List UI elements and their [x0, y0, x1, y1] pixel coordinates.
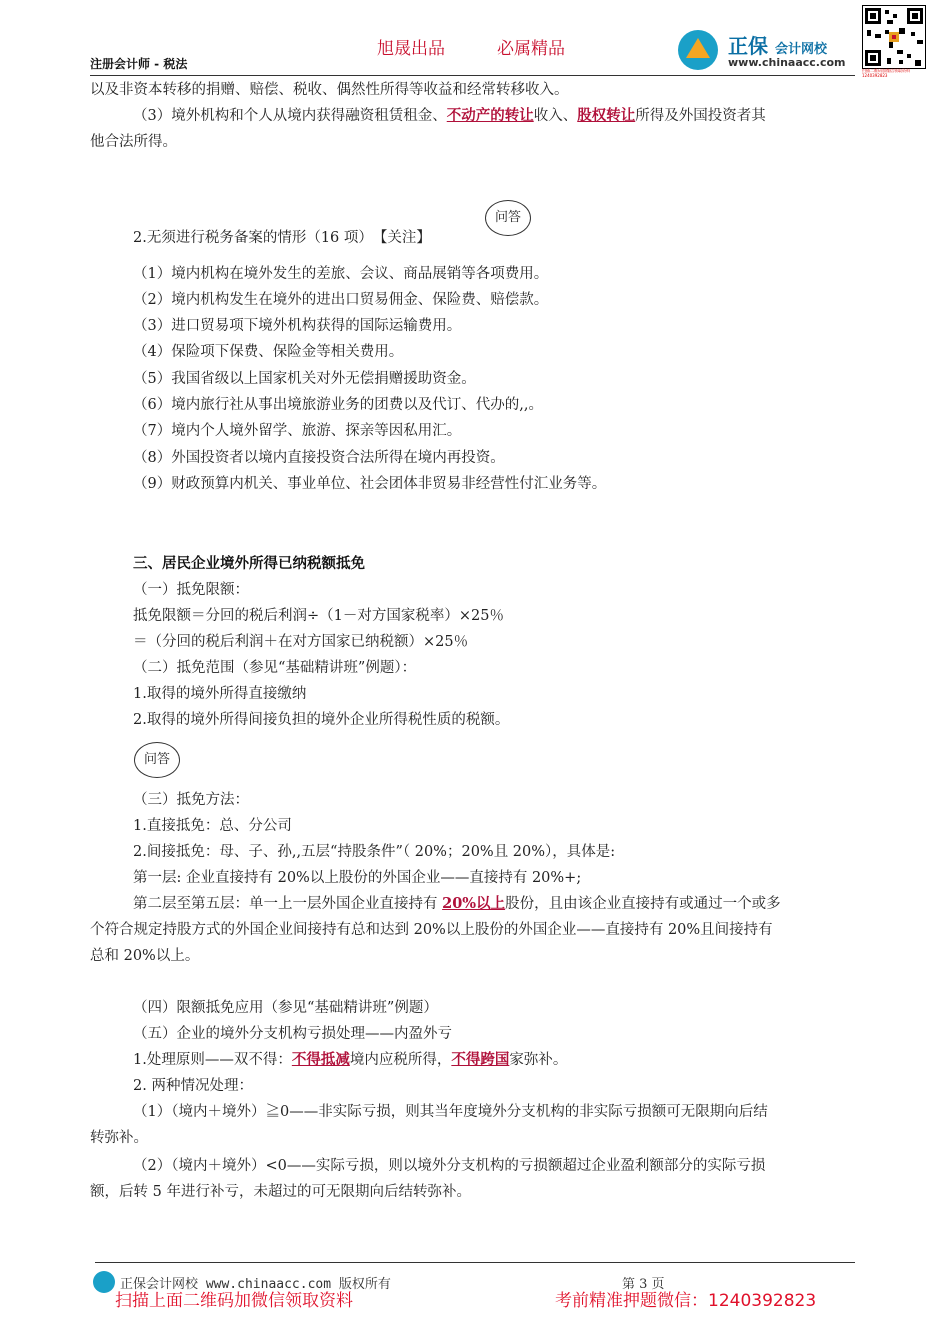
list-item: （7）境内个人境外留学、旅游、探亲等因私用汇。	[133, 423, 462, 439]
principle-line: 1.处理原则——双不得：不得抵减境内应税所得，不得跨国家弥补。	[133, 1051, 568, 1068]
logo-url: www.chinaacc.com	[728, 56, 846, 69]
case-2-line-2: 额，后转 5 年进行补亏，未超过的可无限期向后结转弥补。	[90, 1184, 471, 1200]
footer-copyright: 正保会计网校 www.chinaacc.com 版权所有	[120, 1277, 391, 1292]
header-divider	[90, 75, 855, 76]
page-number: 第 3 页	[622, 1277, 665, 1292]
credit-limit-formula-1: 抵免限额＝分回的税后利润÷（1－对方国家税率）×25％	[133, 608, 504, 624]
promo-left: 扫描上面二维码加微信领取资料	[115, 1291, 353, 1311]
paragraph-2-line-1: （3）境外机构和个人从境内获得融资租赁租金、不动产的转让收入、股权转让所得及外国投资者其	[133, 107, 766, 124]
list-item: （8）外国投资者以境内直接投资合法所得在境内再投资。	[133, 450, 505, 466]
credit-scope-item-2: 2.取得的境外所得间接负担的境外企业所得税性质的税额。	[133, 712, 510, 728]
list-item: （5）我国省级以上国家机关对外无偿捐赠援助资金。	[133, 371, 476, 387]
two-cases-heading: 2. 两种情况处理：	[133, 1078, 253, 1094]
highlight-real-estate-transfer: 不动产的转让	[446, 107, 534, 124]
qa-badge-icon[interactable]: 问答	[485, 200, 531, 236]
case-1-line-2: 转弥补。	[90, 1130, 148, 1146]
credit-limit-heading: （一）抵免限额：	[133, 582, 249, 598]
qr-caption: 扫描二维码加微信领取资料 1240392823	[862, 68, 910, 78]
tier-two-to-five-line-2: 个符合规定持股方式的外国企业间接持有总和达到 20%以上股份的外国企业——直接持有 20%且间接持有	[90, 922, 773, 938]
qr-code-icon	[862, 5, 926, 69]
section-2-title: 2.无须进行税务备案的情形（16 项） 【关注】	[133, 230, 431, 246]
list-item: （9）财政预算内机关、事业单位、社会团体非贸易非经营性付汇业务等。	[133, 476, 607, 492]
highlight-20-percent: 20%以上	[442, 895, 506, 912]
credit-scope-heading: （二）抵免范围（参见“基础精讲班”例题）：	[133, 660, 417, 676]
list-item: （4）保险项下保费、保险金等相关费用。	[133, 344, 404, 360]
highlight-no-cross-country: 不得跨国	[451, 1051, 510, 1068]
paragraph-1: 以及非资本转移的捐赠、赔偿、税收、偶然性所得等收益和经常转移收入。	[90, 82, 569, 98]
list-item: （1）境内机构在境外发生的差旅、会议、商品展销等各项费用。	[133, 266, 549, 282]
case-2-line-1: （2）（境内＋境外）<0——实际亏损，则以境外分支机构的亏损额超过企业盈利额部分的实际亏损	[133, 1158, 766, 1174]
case-1-line-1: （1）（境内＋境外）≧0——非实际亏损，则其当年度境外分支机构的非实际亏损额可无限期向后结	[133, 1104, 768, 1120]
highlight-equity-transfer: 股权转让	[577, 107, 636, 124]
tier-two-to-five-line-1: 第二层至第五层：单一上一层外国企业直接持有 20%以上股份，且由该企业直接持有或通过一个或多	[133, 895, 781, 912]
logo-title: 正保	[728, 34, 768, 58]
section-3-title: 三、居民企业境外所得已纳税额抵免	[133, 556, 365, 572]
credit-method-heading: （三）抵免方法：	[133, 792, 249, 808]
list-item: （3）进口贸易项下境外机构获得的国际运输费用。	[133, 318, 462, 334]
footer-logo-icon	[93, 1271, 115, 1293]
tier-two-to-five-line-3: 总和 20%以上。	[90, 948, 200, 964]
qa-badge-icon[interactable]: 问答	[134, 742, 180, 778]
footer-divider	[95, 1262, 855, 1263]
list-item: （2）境内机构发生在境外的进出口贸易佣金、保险费、赔偿款。	[133, 292, 549, 308]
logo-triangle-icon	[686, 38, 710, 58]
list-item: （6）境内旅行社从事出境旅游业务的团费以及代订、代办的,,。	[133, 397, 543, 413]
header-brand-right: 必属精品	[497, 39, 565, 59]
tier-one: 第一层: 企业直接持有 20%以上股份的外国企业——直接持有 20%+;	[133, 870, 582, 886]
credit-application-heading: （四）限额抵免应用（参见“基础精讲班”例题）	[133, 1000, 438, 1016]
paragraph-2-line-2: 他合法所得。	[90, 134, 177, 150]
branch-loss-heading: （五）企业的境外分支机构亏损处理——内盈外亏	[133, 1026, 452, 1042]
indirect-credit: 2.间接抵免：母、子、孙,,五层“持股条件”（ 20%；20%且 20%），具体是:	[133, 844, 616, 860]
logo-subtitle: 会计网校	[774, 42, 827, 57]
header-brand-left: 旭晟出品	[377, 39, 445, 59]
credit-scope-item-1: 1.取得的境外所得直接缴纳	[133, 686, 307, 702]
highlight-no-offset: 不得抵减	[291, 1051, 350, 1068]
credit-limit-formula-2: ＝（分回的税后利润＋在对方国家已纳税额）×25％	[133, 634, 469, 650]
chinaacc-logo	[678, 28, 858, 74]
subject-label: 注册会计师 - 税法	[90, 57, 188, 71]
direct-credit: 1.直接抵免：总、分公司	[133, 818, 292, 834]
promo-right: 考前精准押题微信：1240392823	[555, 1291, 817, 1311]
